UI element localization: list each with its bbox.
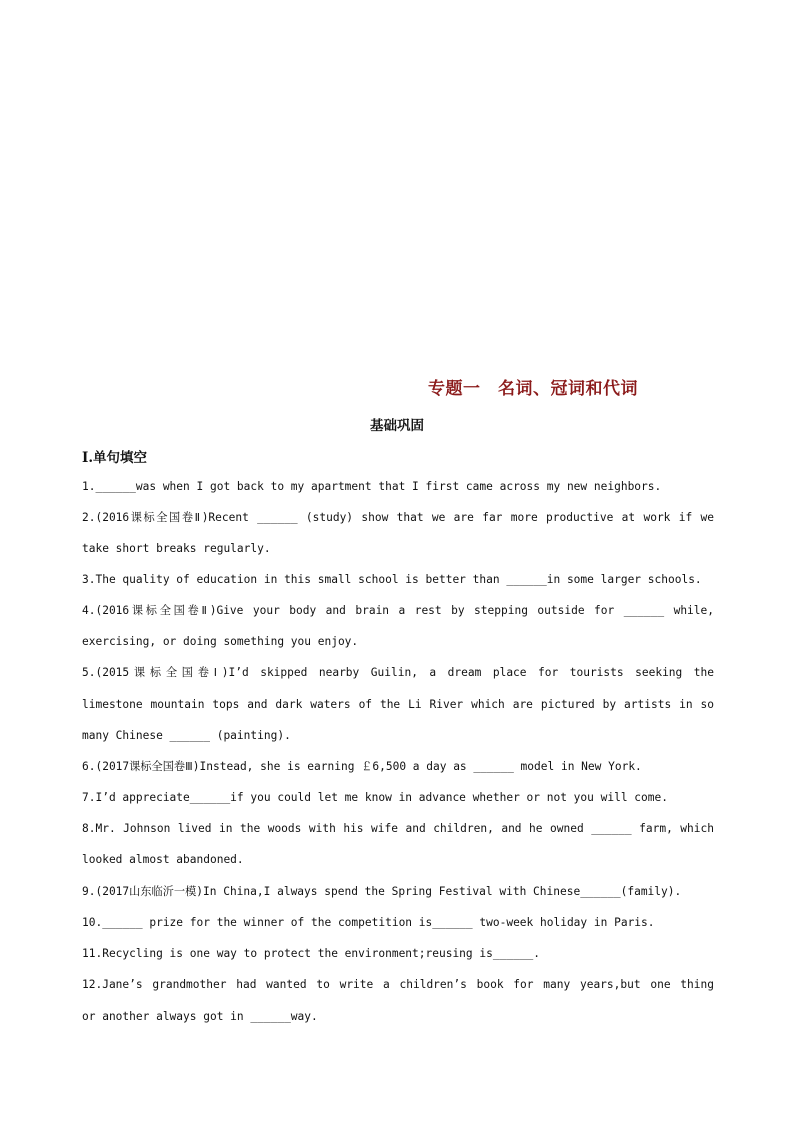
- question-4-line-1: 4.(2016课标全国卷Ⅱ)Give your body and brain a rest by stepping outside for ______ while,: [82, 604, 714, 617]
- chapter-title: 专题一 名词、冠词和代词: [428, 379, 638, 399]
- question-4-line-2: exercising, or doing something you enjoy.: [82, 635, 359, 648]
- question-12-line-2: or another always got in ______way.: [82, 1010, 318, 1023]
- question-1-line-1: 1.______was when I got back to my apartment that I first came across my new neighbors.: [82, 480, 662, 493]
- question-12-line-1: 12.Jane’s grandmother had wanted to write a children’s book for many years,but one thing: [82, 978, 714, 991]
- question-8-line-2: looked almost abandoned.: [82, 853, 244, 866]
- question-8-line-1: 8.Mr. Johnson lived in the woods with his wife and children, and he owned ______ farm, which: [82, 822, 714, 835]
- question-7-line-1: 7.I’d appreciate______if you could let me know in advance whether or not you will come.: [82, 791, 668, 804]
- question-10-line-1: 10.______ prize for the winner of the competition is______ two-week holiday in Paris.: [82, 916, 655, 929]
- question-6-line-1: 6.(2017课标全国卷Ⅲ)Instead, she is earning ￡6,500 a day as ______ model in New York.: [82, 760, 642, 773]
- question-5-line-3: many Chinese ______ (painting).: [82, 729, 291, 742]
- question-11-line-1: 11.Recycling is one way to protect the environment;reusing is______.: [82, 947, 541, 960]
- question-2-line-2: take short breaks regularly.: [82, 542, 271, 555]
- question-2-line-1: 2.(2016课标全国卷Ⅱ)Recent ______ (study) show that we are far more productive at work if we: [82, 511, 714, 524]
- question-5-line-1: 5.(2015课标全国卷Ⅰ)I’d skipped nearby Guilin, a dream place for tourists seeking the: [82, 666, 714, 679]
- question-9-line-1: 9.(2017山东临沂一模)In China,I always spend the Spring Festival with Chinese______(family).: [82, 885, 682, 898]
- section-title: 基础巩固: [370, 418, 424, 434]
- question-5-line-2: limestone mountain tops and dark waters of the Li River which are pictured by artists in so: [82, 698, 714, 711]
- subsection-title: Ⅰ.单句填空: [82, 450, 148, 466]
- question-3-line-1: 3.The quality of education in this small school is better than ______in some larger schools.: [82, 573, 702, 586]
